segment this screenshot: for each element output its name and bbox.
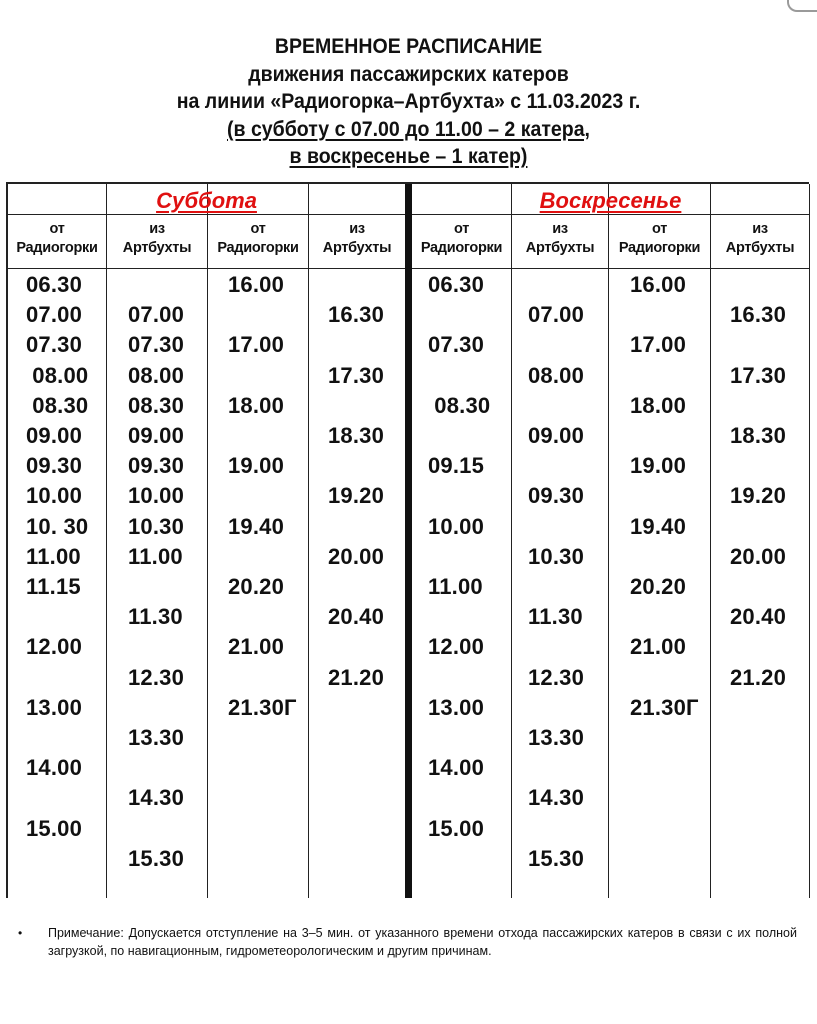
time-cell: 14.00 — [26, 755, 83, 781]
time-cell: 15.30 — [528, 845, 585, 871]
time-cell: 20.40 — [730, 604, 787, 630]
time-cell: 12.30 — [128, 664, 185, 690]
table-row — [8, 421, 811, 451]
column-header-top: от — [49, 221, 65, 237]
time-cell: 19.20 — [730, 483, 787, 509]
column-header-top: от — [250, 221, 266, 237]
time-cell: 21.00 — [630, 634, 687, 660]
table-row — [8, 844, 811, 874]
time-cell: 12.00 — [428, 634, 485, 660]
time-cell: 07.30 — [428, 332, 485, 358]
table-row — [8, 481, 811, 511]
time-cell: 17.30 — [328, 362, 385, 388]
column-header-bottom: Артбухты — [122, 240, 192, 256]
time-cell: 16.30 — [730, 302, 787, 328]
column-header-bottom: Радиогорки — [217, 240, 299, 256]
schedule-table — [6, 182, 809, 898]
time-cell: 13.00 — [26, 694, 83, 720]
time-cell: 09.00 — [528, 423, 585, 448]
title-line-2: движения пассажирских катеров — [248, 62, 569, 86]
column-header-top: из — [149, 221, 165, 237]
time-cell: 09.15 — [428, 453, 485, 479]
table-row — [8, 814, 811, 844]
time-cell: 19.20 — [328, 483, 385, 509]
time-cell: 08.00 — [528, 362, 585, 388]
time-cell: 16.00 — [630, 272, 687, 297]
column-header — [711, 220, 809, 258]
time-cell: 20.20 — [228, 574, 285, 599]
time-cell: 07.00 — [128, 302, 185, 328]
time-cell: 21.00 — [228, 634, 285, 660]
column-header-bottom: Артбухты — [725, 240, 795, 256]
time-cell: 14.30 — [128, 785, 185, 811]
table-row — [8, 572, 811, 602]
time-cell: 09.30 — [128, 453, 185, 479]
title-line-3: на линии «Радиогорка–Артбухта» с 11.03.2023 г. — [176, 90, 641, 113]
column-header — [107, 220, 207, 258]
time-cell: 09.00 — [26, 423, 83, 448]
time-cell: 08.30 — [26, 392, 89, 418]
day-heading-sunday-label: Воскресенье — [539, 188, 682, 213]
time-cell: 06.30 — [26, 272, 83, 297]
table-row — [8, 753, 811, 783]
time-cell: 17.00 — [630, 332, 687, 358]
footnote — [12, 925, 797, 960]
time-cell: 15.00 — [428, 815, 485, 841]
time-cell: 19.40 — [228, 513, 285, 539]
column-header-top: от — [652, 221, 667, 237]
column-header-top: из — [552, 221, 568, 237]
title-line-5: в воскресенье – 1 катер) — [289, 145, 528, 168]
time-cell: 07.30 — [128, 332, 185, 358]
time-cell: 21.30Г — [630, 694, 699, 720]
time-cell: 18.30 — [730, 423, 787, 448]
column-header — [208, 220, 308, 258]
time-cell: 11.15 — [26, 574, 81, 599]
table-row — [8, 723, 811, 753]
time-cell: 21.30Г — [228, 694, 297, 720]
column-header — [609, 220, 710, 258]
time-cell: 10.00 — [128, 483, 185, 509]
table-row — [8, 391, 811, 421]
time-cell: 10.00 — [26, 483, 83, 509]
schedule-header — [0, 33, 817, 171]
time-cell: 16.00 — [228, 272, 285, 297]
time-cell: 21.20 — [328, 664, 385, 690]
column-header-bottom: Радиогорки — [618, 240, 701, 256]
time-cell: 11.30 — [528, 604, 583, 630]
day-heading-saturday-label: Суббота — [156, 188, 257, 213]
table-row — [8, 451, 811, 481]
column-header — [512, 220, 608, 258]
column-header-bottom: Артбухты — [322, 240, 392, 256]
table-row — [8, 663, 811, 693]
time-cell: 18.30 — [328, 423, 385, 448]
time-cell: 11.00 — [428, 574, 483, 599]
column-header-bottom: Радиогорки — [16, 240, 98, 256]
time-cell: 10.00 — [428, 513, 485, 539]
time-cell: 16.30 — [328, 302, 385, 328]
column-header-top: от — [454, 221, 469, 237]
column-header — [8, 220, 106, 258]
table-row — [8, 512, 811, 542]
time-cell: 15.30 — [128, 845, 185, 871]
time-cell: 20.20 — [630, 574, 687, 599]
table-row — [8, 783, 811, 813]
time-cell: 09.30 — [528, 483, 585, 509]
day-heading-saturday — [8, 186, 405, 214]
column-header — [309, 220, 405, 258]
time-cell: 07.00 — [26, 302, 83, 328]
time-cell: 11.00 — [26, 543, 81, 569]
time-cell: 08.30 — [428, 392, 491, 418]
time-cell: 12.00 — [26, 634, 83, 660]
table-row — [8, 300, 811, 330]
table-row — [8, 632, 811, 662]
column-header-top: из — [752, 221, 768, 237]
day-heading-sunday — [412, 186, 809, 214]
time-cell: 17.00 — [228, 332, 285, 358]
time-cell: 21.20 — [730, 664, 787, 690]
footnote-bullet: • — [18, 926, 23, 940]
time-cell: 14.00 — [428, 755, 485, 781]
time-cell: 08.00 — [26, 362, 89, 388]
title-line-1: ВРЕМЕННОЕ РАСПИСАНИЕ — [274, 35, 543, 58]
time-cell: 20.00 — [328, 543, 385, 569]
time-cell: 13.30 — [528, 725, 585, 750]
time-cell: 19.00 — [630, 453, 687, 479]
column-header-top: из — [349, 221, 365, 237]
table-row — [8, 542, 811, 572]
time-cell: 10. 30 — [26, 513, 89, 539]
table-row — [8, 361, 811, 391]
title-line-4: (в субботу с 07.00 до 11.00 – 2 катера, — [227, 117, 590, 141]
time-cell: 19.40 — [630, 513, 687, 539]
time-cell: 18.00 — [228, 392, 285, 418]
table-row — [8, 602, 811, 632]
column-header-bottom: Артбухты — [525, 240, 595, 256]
time-cell: 08.00 — [128, 362, 185, 388]
time-cell: 07.30 — [26, 332, 83, 358]
time-cell: 13.00 — [428, 694, 485, 720]
time-cell: 10.30 — [528, 543, 585, 569]
time-cell: 18.00 — [630, 392, 687, 418]
time-cell: 08.30 — [128, 392, 185, 418]
time-cell: 09.00 — [128, 423, 185, 448]
footnote-text: Примечание: Допускается отступление на 3–5 мин. от указанного времени отхода пассажирских катеров в связи с их полной загрузкой, по навигационным, гидрометеорологическим и другим причинам. — [48, 926, 797, 958]
time-cell: 13.30 — [128, 725, 185, 750]
column-header-bottom: Радиогорки — [420, 240, 503, 256]
time-cell: 20.00 — [730, 543, 787, 569]
time-cell: 09.30 — [26, 453, 83, 479]
page-corner-decoration — [787, 0, 817, 12]
table-row — [8, 270, 811, 300]
time-cell: 10.30 — [128, 513, 185, 539]
time-cell: 11.30 — [128, 604, 183, 630]
table-row — [8, 693, 811, 723]
time-cell: 12.30 — [528, 664, 585, 690]
time-cell: 15.00 — [26, 815, 83, 841]
time-cell: 07.00 — [528, 302, 585, 328]
time-cell: 06.30 — [428, 272, 485, 297]
column-header — [412, 220, 511, 258]
time-cell: 11.00 — [128, 543, 183, 569]
time-cell: 17.30 — [730, 362, 787, 388]
time-cell: 19.00 — [228, 453, 285, 479]
table-row — [8, 330, 811, 360]
time-cell: 14.30 — [528, 785, 585, 811]
time-cell: 20.40 — [328, 604, 385, 630]
